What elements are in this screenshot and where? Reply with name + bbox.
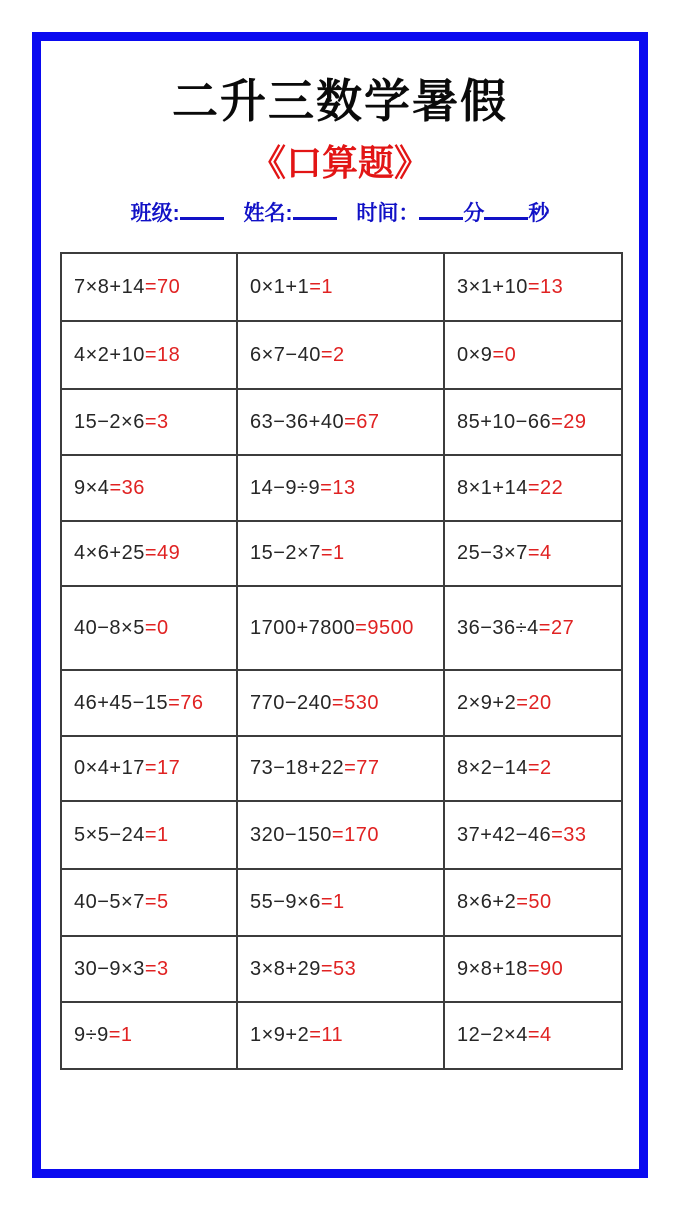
problem-expression: 0×9 [457,343,493,366]
minutes-unit: 分 [463,202,485,226]
problem-expression: 9×8+18 [457,957,528,980]
problem-cell [61,455,237,521]
problem-answer [528,276,563,298]
problem-expression: 1×9+2 [250,1024,310,1047]
answer-value: 1 [333,891,345,914]
equals-sign: = [527,957,541,980]
answer-value: 53 [333,957,357,980]
problem-answer [145,617,169,639]
problem-cell [444,869,622,936]
equals-sign: = [144,616,158,639]
problem-answer [145,344,180,366]
answer-value: 29 [563,410,587,433]
problem-answer [309,276,333,298]
problem-expression: 2×9+2 [457,691,517,714]
answer-value: 13 [540,275,564,298]
problem-answer [539,617,574,639]
name-label: 姓名: [243,202,293,226]
problem-expression: 0×4+17 [74,757,145,780]
equals-sign: = [144,891,158,914]
equals-sign: = [309,1024,322,1047]
equals-sign: = [331,823,345,846]
equals-sign: = [527,275,541,298]
problems-table [60,252,623,1070]
problem-answer [145,824,169,846]
problem-cell [237,801,444,869]
answer-value: 9500 [367,616,414,639]
equals-sign: = [344,757,357,780]
equals-sign: = [320,343,334,366]
answer-value: 4 [540,1024,552,1047]
answer-value: 27 [550,616,575,639]
problem-cell [61,869,237,936]
problem-cell [237,521,444,586]
problem-expression: 0×1+1 [250,275,310,298]
problem-answer [145,891,169,913]
answer-value: 1 [321,275,334,298]
problem-cell [444,586,622,670]
answer-value: 90 [540,957,564,980]
problem-expression: 7×8+14 [74,275,145,298]
problem-expression: 4×6+25 [74,542,145,565]
problem-answer [145,411,169,433]
answer-value: 49 [157,542,181,565]
class-label: 班级: [130,202,180,226]
problem-answer [344,411,379,433]
worksheet-title: 二升三数学暑假 [172,75,508,127]
problem-answer [109,477,144,499]
answer-value: 3 [157,410,169,433]
problem-cell [444,253,622,321]
problem-cell [61,936,237,1002]
problem-row [61,1002,622,1069]
problem-cell [444,670,622,736]
problem-expression: 4×2+10 [74,343,145,366]
problem-answer [516,692,551,714]
problem-expression: 14−9÷9 [250,476,321,499]
problem-answer [145,276,180,298]
problem-answer [528,757,552,779]
equals-sign: = [551,410,564,433]
equals-sign: = [108,1024,121,1047]
problem-answer [168,692,203,714]
equals-sign: = [109,476,122,499]
answer-value: 170 [344,823,379,846]
problem-cell [237,321,444,389]
problem-cell [237,586,444,670]
problem-answer [321,891,345,913]
problem-answer [551,411,586,433]
problem-expression: 6×7−40 [250,343,321,366]
time-label: 时间： [356,202,420,226]
problem-expression: 55−9×6 [250,891,321,914]
problem-cell [61,389,237,455]
problem-row [61,253,622,321]
equals-sign: = [144,410,158,433]
problem-answer [145,542,180,564]
minutes-blank [419,202,463,220]
answer-value: 67 [356,410,380,433]
answer-value: 1 [120,1024,133,1047]
problem-expression: 3×1+10 [457,275,528,298]
problem-cell [444,801,622,869]
equals-sign: = [344,410,357,433]
problem-answer [321,958,356,980]
problem-row [61,321,622,389]
equals-sign: = [355,616,368,639]
equals-sign: = [144,343,158,366]
answer-value: 11 [321,1024,344,1047]
problem-answer [551,824,586,846]
answer-value: 5 [157,891,169,914]
problem-answer [145,757,180,779]
problem-expression: 15−2×7 [250,542,321,565]
problem-expression: 8×6+2 [457,891,517,914]
problem-cell [61,586,237,670]
problem-cell [444,936,622,1002]
problem-expression: 46+45−15 [74,691,169,714]
equals-sign: = [144,275,158,298]
seconds-blank [484,202,528,220]
problem-row [61,389,622,455]
problem-expression: 85+10−66 [457,410,552,433]
answer-value: 0 [157,616,169,639]
problem-row [61,736,622,801]
problem-expression: 36−36÷4 [457,616,539,639]
answer-value: 4 [540,542,552,565]
problem-expression: 63−36+40 [250,410,345,433]
answer-value: 13 [332,476,356,499]
problem-expression: 9×4 [74,476,110,499]
problem-answer [321,542,345,564]
equals-sign: = [320,476,333,499]
problem-expression: 30−9×3 [74,957,145,980]
problem-answer [344,757,379,779]
problem-answer [528,1024,552,1046]
problem-expression: 8×2−14 [457,757,528,780]
answer-value: 2 [333,343,345,366]
problem-cell [61,521,237,586]
problem-cell [444,736,622,801]
answer-value: 3 [157,957,169,980]
page-frame [32,32,648,1178]
class-blank [180,202,224,220]
problem-expression: 12−2×4 [457,1024,528,1047]
problem-expression: 15−2×6 [74,410,145,433]
equals-sign: = [320,891,334,914]
problem-cell [444,455,622,521]
answer-value: 36 [121,476,145,499]
equals-sign: = [527,757,541,780]
problem-answer [528,542,552,564]
problem-expression: 8×1+14 [457,476,528,499]
problem-row [61,801,622,869]
equals-sign: = [144,823,158,846]
problem-cell [61,321,237,389]
problem-expression: 40−8×5 [74,616,145,639]
answer-value: 70 [157,275,181,298]
problem-row [61,586,622,670]
problem-expression: 1700+7800 [250,616,356,639]
problem-cell [444,389,622,455]
answer-value: 0 [504,343,517,366]
problem-expression: 73−18+22 [250,757,345,780]
answer-value: 2 [540,757,552,780]
name-blank [293,202,337,220]
problem-cell [444,1002,622,1069]
equals-sign: = [331,691,345,714]
problem-cell [237,1002,444,1069]
problem-cell [444,521,622,586]
problem-answer [321,344,345,366]
answer-value: 1 [157,823,169,846]
answer-value: 18 [157,343,181,366]
equals-sign: = [527,1024,541,1047]
problem-cell [61,670,237,736]
problem-answer [109,1024,133,1046]
problem-cell [237,455,444,521]
problem-expression: 37+42−46 [457,823,552,846]
problem-cell [61,801,237,869]
problem-answer [332,824,379,846]
problem-answer [332,692,379,714]
problem-cell [237,389,444,455]
problem-cell [61,253,237,321]
problem-expression: 9÷9 [74,1024,109,1047]
equals-sign: = [527,476,541,499]
equals-sign: = [144,957,158,980]
problem-cell [444,321,622,389]
problem-answer [355,617,414,639]
problem-row [61,936,622,1002]
equals-sign: = [320,957,334,980]
answer-value: 33 [563,823,587,846]
problem-expression: 25−3×7 [457,542,528,565]
answer-value: 530 [344,691,379,714]
answer-value: 22 [540,476,564,499]
equals-sign: = [516,891,529,914]
equals-sign: = [538,616,551,639]
equals-sign: = [309,275,322,298]
equals-sign: = [144,757,158,780]
problem-cell [237,670,444,736]
equals-sign: = [516,691,529,714]
problem-answer [145,958,169,980]
problem-answer [516,891,551,913]
equals-sign: = [320,542,334,565]
problem-expression: 770−240 [250,691,332,714]
problem-expression: 5×5−24 [74,823,145,846]
problem-cell [237,869,444,936]
problem-cell [61,736,237,801]
problem-answer [492,344,516,366]
answer-value: 76 [180,691,204,714]
worksheet-subtitle: 《口算题》 [249,141,430,183]
answer-value: 77 [356,757,380,780]
problem-answer [528,958,563,980]
equals-sign: = [144,542,158,565]
problem-row [61,455,622,521]
problem-expression: 320−150 [250,823,332,846]
equals-sign: = [168,691,181,714]
problem-answer [528,477,563,499]
problem-expression: 40−5×7 [74,891,145,914]
problem-cell [237,936,444,1002]
answer-value: 1 [333,542,345,565]
problem-row [61,521,622,586]
info-line [41,197,639,227]
problem-expression: 3×8+29 [250,957,321,980]
equals-sign: = [551,823,564,846]
problem-row [61,869,622,936]
seconds-unit: 秒 [528,202,550,226]
problem-cell [237,253,444,321]
answer-value: 17 [157,757,181,780]
problem-answer [309,1024,343,1046]
equals-sign: = [527,542,541,565]
problem-cell [237,736,444,801]
problem-row [61,670,622,736]
answer-value: 20 [528,691,552,714]
problem-answer [320,477,355,499]
answer-value: 50 [528,891,552,914]
problem-cell [61,1002,237,1069]
equals-sign: = [492,343,505,366]
